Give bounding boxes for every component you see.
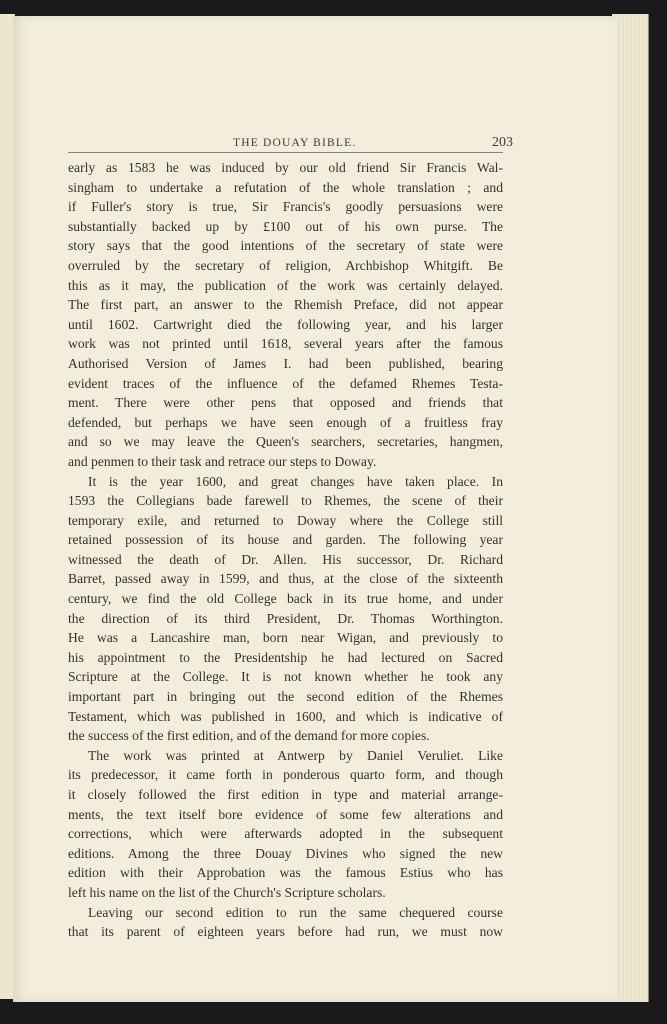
text-line: his appointment to the Presidentship he had lectured on Sacred: [68, 649, 503, 665]
text-line: if Fuller's story is true, Sir Francis's goodly persuasions were: [68, 199, 503, 215]
text-line: work was not printed until 1618, several years after the famous: [68, 336, 503, 352]
text-line: temporary exile, and returned to Doway where the College still: [68, 512, 503, 528]
text-line: The work was printed at Antwerp by Daniel Veruliet. Like: [88, 747, 503, 763]
header-rule: [68, 152, 503, 153]
text-line: Leaving our second edition to run the same chequered course: [88, 904, 503, 920]
text-line: its predecessor, it came forth in ponderous quarto form, and though: [68, 767, 503, 783]
text-line: century, we find the old College back in its true home, and under: [68, 591, 503, 607]
text-line: the success of the first edition, and of the demand for more copies.: [68, 728, 430, 744]
text-line: it closely followed the first edition in type and material arrange-: [68, 787, 503, 802]
text-line: this as it may, the publication of the work was certainly delayed.: [68, 277, 503, 293]
text-line: ments, the text itself bore evidence of some few alterations and: [68, 806, 503, 822]
text-line: substantially backed up by £100 out of his own purse. The: [68, 218, 503, 234]
text-line: until 1602. Cartwright died the following year, and his larger: [68, 316, 503, 332]
text-line: corrections, which were afterwards adopted in the subsequent: [68, 826, 503, 842]
text-line: Barret, passed away in 1599, and thus, at the close of the sixteenth: [68, 571, 503, 587]
text-line: and penmen to their task and retrace our steps to Doway.: [68, 453, 377, 469]
running-title: THE DOUAY BIBLE.: [233, 137, 357, 149]
text-line: defended, but perhaps we have seen enough of a fruitless fray: [68, 414, 503, 430]
text-line: overruled by the secretary of religion, Archbishop Whitgift. Be: [68, 257, 503, 273]
text-line: Authorised Version of James I. had been published, bearing: [68, 355, 503, 371]
page-header: [13, 135, 617, 157]
text-line: that its parent of eighteen years before had run, we must now: [68, 924, 503, 940]
text-line: evident traces of the influence of the defamed Rhemes Testa-: [68, 375, 503, 391]
text-line: left his name on the list of the Church's Scripture scholars.: [68, 884, 386, 900]
text-line: He was a Lancashire man, born near Wigan, and previously to: [68, 630, 503, 646]
page-edges-stack: [612, 14, 649, 1002]
text-line: editions. Among the three Douay Divines who signed the new: [68, 845, 503, 861]
text-line: singham to undertake a refutation of the whole translation ; and: [68, 179, 503, 195]
text-line: 1593 the Collegians bade farewell to Rhemes, the scene of their: [68, 493, 503, 509]
text-line: early as 1583 he was induced by our old friend Sir Francis Wal-: [68, 160, 503, 175]
text-line: edition with their Approbation was the famous Estius who has: [68, 865, 503, 881]
text-line: It is the year 1600, and great changes have taken place. In: [88, 473, 503, 489]
text-line: ment. There were other pens that opposed and friends that: [68, 395, 503, 411]
body-text: [68, 158, 503, 942]
page-number: 203: [492, 135, 513, 150]
text-line: story says that the good intentions of the secretary of state were: [68, 238, 503, 254]
text-line: Testament, which was published in 1600, and which is indicative of: [68, 708, 503, 724]
text-line: witnessed the death of Dr. Allen. His successor, Dr. Richard: [68, 551, 503, 567]
text-line: Scripture at the College. It is not known whether he took any: [68, 669, 503, 685]
text-line: important part in bringing out the second edition of the Rhemes: [68, 689, 503, 705]
text-line: the direction of its third President, Dr. Thomas Worthington.: [68, 610, 503, 626]
text-line: and so we may leave the Queen's searchers, secretaries, hangmen,: [68, 434, 503, 450]
text-line: The first part, an answer to the Rhemish Preface, did not appear: [68, 297, 503, 313]
text-line: retained possession of its house and garden. The following year: [68, 532, 503, 548]
